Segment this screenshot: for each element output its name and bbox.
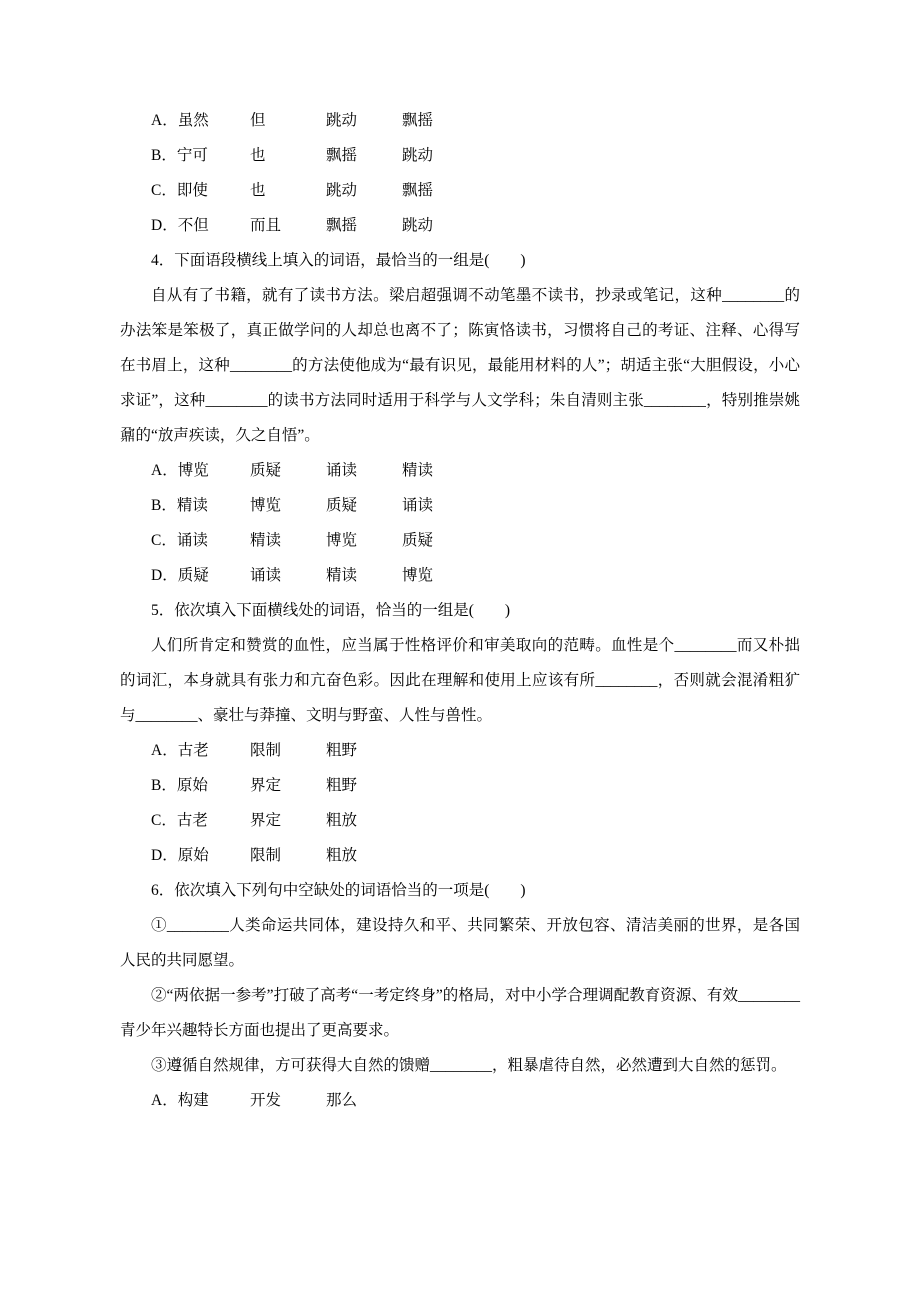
question-4-passage: 自从有了书籍，就有了读书方法。梁启超强调不动笔墨不读书，抄录或笔记，这种________的办法笨是笨极了，真正做学问的人却总也离不了；陈寅恪读书，习惯将自己的考证、注释、心得写在书眉上，这种________的方法使他成为“最有识见，最能用材料的人”；胡适主张“大胆假设，小心求证”，这种________的读书方法同时适用于科学与人文学科；朱自清则主张________，特别推崇姚鼐的“放声疾读，久之自悟”。 bbox=[120, 287, 800, 444]
option-cell: 粗放 bbox=[326, 812, 358, 829]
option-cell: 跳动 bbox=[402, 217, 434, 234]
option-cell: 那么 bbox=[326, 1092, 358, 1109]
option-cell: 飘摇 bbox=[326, 147, 358, 164]
option-cell: 诵读 bbox=[326, 462, 358, 479]
option-cell: A．古老 bbox=[151, 742, 209, 759]
q3-option-b bbox=[120, 138, 800, 173]
option-cell: 粗野 bbox=[326, 777, 358, 794]
option-cell: C．诵读 bbox=[151, 532, 208, 549]
q6-option-a bbox=[120, 1083, 800, 1118]
option-cell: 博览 bbox=[326, 532, 358, 549]
option-cell: 限制 bbox=[250, 847, 282, 864]
q4-option-d bbox=[120, 558, 800, 593]
option-cell: 精读 bbox=[402, 462, 434, 479]
option-cell: 界定 bbox=[250, 812, 282, 829]
q3-option-d bbox=[120, 208, 800, 243]
option-cell: 飘摇 bbox=[326, 217, 358, 234]
question-6-item-2: ②“两依据一参考”打破了高考“一考定终身”的格局，对中小学合理调配教育资源、有效________青少年兴趣特长方面也提出了更高要求。 bbox=[120, 987, 800, 1039]
option-cell: 也 bbox=[250, 182, 266, 199]
q4-option-a bbox=[120, 453, 800, 488]
option-cell: 精读 bbox=[250, 532, 282, 549]
q3-option-a bbox=[120, 103, 800, 138]
option-cell: 限制 bbox=[250, 742, 282, 759]
option-cell: A．构建 bbox=[151, 1092, 209, 1109]
q4-option-c bbox=[120, 523, 800, 558]
option-cell: D．原始 bbox=[151, 847, 209, 864]
option-cell: 跳动 bbox=[326, 182, 358, 199]
option-cell: C．即使 bbox=[151, 182, 208, 199]
q5-option-a bbox=[120, 733, 800, 768]
option-cell: 也 bbox=[250, 147, 266, 164]
option-cell: B．宁可 bbox=[151, 147, 208, 164]
option-cell: 质疑 bbox=[326, 497, 358, 514]
q5-option-d bbox=[120, 838, 800, 873]
q5-option-b bbox=[120, 768, 800, 803]
question-5-stem: 5．依次填入下面横线处的词语，恰当的一组是( ) bbox=[151, 602, 511, 619]
q5-option-c bbox=[120, 803, 800, 838]
question-6-item-1: ①________人类命运共同体，建设持久和平、共同繁荣、开放包容、清洁美丽的世界，是各国人民的共同愿望。 bbox=[120, 917, 800, 969]
option-cell: 质疑 bbox=[250, 462, 282, 479]
option-cell: 界定 bbox=[250, 777, 282, 794]
question-5-passage: 人们所肯定和赞赏的血性，应当属于性格评价和审美取向的范畴。血性是个________而又朴拙的词汇，本身就具有张力和亢奋色彩。因此在理解和使用上应该有所________，否则就会混淆粗犷与________、豪壮与莽撞、文明与野蛮、人性与兽性。 bbox=[120, 637, 800, 724]
option-cell: 质疑 bbox=[402, 532, 434, 549]
option-cell: D．质疑 bbox=[151, 567, 209, 584]
option-cell: 博览 bbox=[250, 497, 282, 514]
option-cell: 诵读 bbox=[402, 497, 434, 514]
option-cell: 但 bbox=[250, 112, 266, 129]
option-cell: 博览 bbox=[402, 567, 434, 584]
option-cell: 诵读 bbox=[250, 567, 282, 584]
option-cell: 而且 bbox=[250, 217, 282, 234]
q4-option-b bbox=[120, 488, 800, 523]
option-cell: 飘摇 bbox=[402, 182, 434, 199]
option-cell: A．博览 bbox=[151, 462, 209, 479]
q3-option-c bbox=[120, 173, 800, 208]
question-6-item-3: ③遵循自然规律，方可获得大自然的馈赠________，粗暴虐待自然，必然遭到大自然的惩罚。 bbox=[151, 1057, 787, 1074]
option-cell: B．原始 bbox=[151, 777, 208, 794]
question-6-stem: 6．依次填入下列句中空缺处的词语恰当的一项是( ) bbox=[151, 882, 526, 899]
option-cell: C．古老 bbox=[151, 812, 208, 829]
option-cell: A．虽然 bbox=[151, 112, 209, 129]
option-cell: 精读 bbox=[326, 567, 358, 584]
option-cell: 粗野 bbox=[326, 742, 358, 759]
option-cell: B．精读 bbox=[151, 497, 208, 514]
option-cell: 粗放 bbox=[326, 847, 358, 864]
option-cell: 跳动 bbox=[402, 147, 434, 164]
option-cell: 开发 bbox=[250, 1092, 282, 1109]
option-cell: 跳动 bbox=[326, 112, 358, 129]
question-4-stem: 4．下面语段横线上填入的词语，最恰当的一组是( ) bbox=[151, 252, 526, 269]
option-cell: 飘摇 bbox=[402, 112, 434, 129]
option-cell: D．不但 bbox=[151, 217, 209, 234]
